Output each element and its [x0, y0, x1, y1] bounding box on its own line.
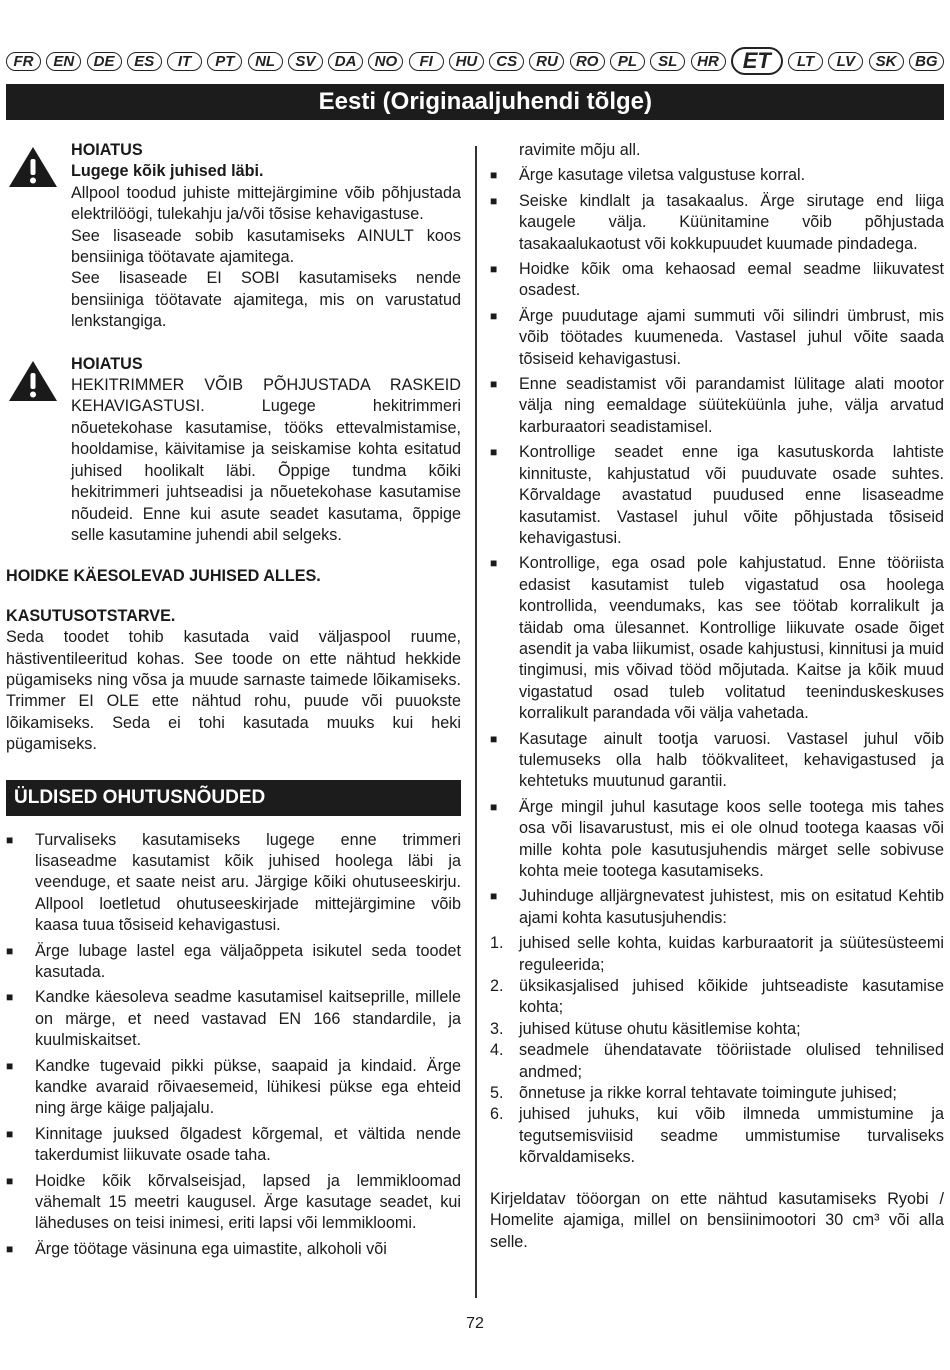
closing-paragraph: Kirjeldatav tööorgan on ette nähtud kasutamiseks Ryobi / Homelite ajamiga, millel on bensiinimootori 30 cm³ või alla selle.: [490, 1189, 944, 1251]
keep-instructions-notice: HOIDKE KÄESOLEVAD JUHISED ALLES.: [6, 567, 321, 586]
language-tab-fi[interactable]: FI: [409, 52, 444, 71]
language-tab-sk[interactable]: SK: [869, 52, 904, 71]
numbered-item: [490, 1019, 944, 1040]
section-heading-bar: [6, 780, 461, 816]
language-tab-nl[interactable]: NL: [248, 52, 283, 71]
list-item: ■ Kandke käesoleva seadme kasutamisel kaitseprille, millele on märge, et need vastavad EN 166 standardile, ja kuulmiskaitset.: [6, 987, 461, 1051]
item-number: 2.: [490, 977, 504, 996]
item-text: õnnetuse ja rikke korral tehtavate toimingute juhised;: [519, 1084, 897, 1103]
numbered-item: [490, 976, 944, 1019]
language-tab-pt[interactable]: PT: [207, 52, 242, 71]
section-heading: ÜLDISED OHUTUSNÕUDED: [14, 786, 266, 808]
intended-use-title: KASUTUSOTSTARVE.: [6, 606, 176, 625]
language-tab-cs[interactable]: CS: [489, 52, 524, 71]
item-number: 3.: [490, 1019, 504, 1038]
language-tab-fr[interactable]: FR: [6, 52, 41, 71]
language-tab-pl[interactable]: PL: [610, 52, 645, 71]
list-item: ■ Ärge kasutage viletsa valgustuse korral.: [490, 165, 944, 186]
language-tab-en[interactable]: EN: [46, 52, 81, 71]
language-tab-de[interactable]: DE: [87, 52, 122, 71]
language-tab-ru[interactable]: RU: [529, 52, 564, 71]
warning-block-1: [6, 140, 461, 333]
list-item: ■ Kontrollige seadet enne iga kasutuskorda lahtiste kinnituste, kahjustatud või puuduvate osade suhtes. Kõrvaldage avastatud puudused enne lisaseadme kasutamist. Vastasel juhul võite põhjustada tõsiseid kehavigastusi.: [490, 442, 944, 549]
numbered-list: [490, 933, 944, 1168]
warning-paragraph: See lisaseade EI SOBI kasutamiseks nende bensiiniga töötavate ajamitega, mis on varustatud lenkstangiga.: [71, 269, 461, 331]
item-number: 4.: [490, 1041, 504, 1060]
language-tab-bg[interactable]: BG: [909, 52, 944, 71]
page-title-bar: [6, 84, 944, 120]
page-title: Eesti (Originaaljuhendi tõlge): [318, 88, 652, 115]
language-tab-hu[interactable]: HU: [449, 52, 484, 71]
warning-subtitle: Lugege kõik juhised läbi.: [71, 162, 264, 181]
item-text: juhised juhuks, kui võib ilmneda ummistumine ja tegutsemisviisid seadme ummistumise turvaliseks kõrvaldamiseks.: [519, 1105, 944, 1167]
left-column: [6, 140, 461, 1264]
safety-list-left: [6, 830, 461, 1261]
numbered-item: [490, 933, 944, 976]
language-bar: [6, 47, 944, 75]
item-text: juhised kütuse ohutu käsitlemise kohta;: [519, 1019, 801, 1038]
list-item: ■ Ärge puudutage ajami summuti või silindri ümbrust, mis võib töötades kuumeneda. Vastasel juhul võite saada tõsiseid kehavigastusi.: [490, 306, 944, 370]
list-item: ■ Kasutage ainult tootja varuosi. Vastasel juhul võib tulemuseks olla halb töökvaliteet, kehavigastused ja kehtetuks muutunud garantii.: [490, 729, 944, 793]
list-item: ■ Ärge mingil juhul kasutage koos selle tootega mis tahes osa või lisavarustust, mis ei ole olnud tootega kaasas või mille kohta pole kasutusjuhendis märget selle sobivuse kohta meie tootega kasutamiseks.: [490, 797, 944, 883]
list-item: ■ Seiske kindlalt ja tasakaalus. Ärge sirutage end liiga kaugele välja. Küünitamine võib põhjustada tasakaalukaotust või kokkupuudet kuumade pindadega.: [490, 191, 944, 255]
safety-list-right: [490, 165, 944, 929]
list-item: ■ Kandke tugevaid pikki pükse, saapaid ja kindaid. Ärge kandke avaraid rõivaesemeid, lühikesi pükse ega ehteid ning ärge käige paljajalu.: [6, 1056, 461, 1120]
item-number: 6.: [490, 1105, 504, 1124]
language-tab-no[interactable]: NO: [368, 52, 403, 71]
item-text: üksikasjalised juhised kõikide juhtseadiste kasutamise kohta;: [519, 977, 944, 1017]
language-tab-sv[interactable]: SV: [288, 52, 323, 71]
warning-triangle-icon: [8, 360, 58, 402]
list-item: ■ Turvaliseks kasutamiseks lugege enne trimmeri lisaseadme kasutamist kõik juhised hoolega läbi ja veenduge, et saate neist aru. Järgige kõiki ohutuseeskirju. Allpool loetletud ohutuseeskirjade mittejärgimine võib kaasa tuua tõsiseid kehavigastusi.: [6, 830, 461, 937]
list-item: ■ Juhinduge alljärgnevatest juhistest, mis on esitatud Kehtib ajami kohta kasutusjuhendis:: [490, 886, 944, 929]
intended-use-text: Seda toodet tohib kasutada vaid väljaspool ruume, hästiventileeritud kohas. See toode on ette nähtud hekkide pügamiseks ning võsa ja muude sarnaste taimede lõikamiseks. Trimmer EI OLE ette nähtud rohu, puude või puuokste lõikamiseks. Seda ei tohi kasutada muuks kui heki pügamiseks.: [6, 628, 461, 754]
warning-triangle-icon: [8, 146, 58, 188]
page-number: 72: [466, 1315, 484, 1332]
language-tab-sl[interactable]: SL: [650, 52, 685, 71]
column-divider: [475, 146, 477, 1298]
language-tab-et[interactable]: ET: [731, 47, 783, 75]
list-item: ■ Ärge lubage lastel ega väljaõppeta isikutel seda toodet kasutada.: [6, 941, 461, 984]
item-number: 1.: [490, 934, 504, 953]
language-tab-hr[interactable]: HR: [691, 52, 726, 71]
warning-paragraph: Allpool toodud juhiste mittejärgimine võib põhjustada elektrilöögi, tulekahju ja/või tõsise kehavigastuse.: [71, 183, 461, 224]
warning-title: HOIATUS: [71, 354, 143, 373]
list-item: ■ Hoidke kõik kõrvalseisjad, lapsed ja lemmikloomad vähemalt 15 meetri kaugusel. Ärge kasutage seadet, kui läheduses on teisi inimesi, eriti lapsi või lemmikloomi.: [6, 1171, 461, 1235]
list-item-continuation: ravimite mõju all.: [519, 141, 641, 159]
language-tab-ro[interactable]: RO: [570, 52, 605, 71]
warning-title: HOIATUS: [71, 141, 143, 159]
warning-block-2: [6, 354, 461, 547]
warning-text: HEKITRIMMER VÕIB PÕHJUSTADA RASKEID KEHAVIGASTUSI. Lugege hekitrimmeri nõuetekohase kasutamise, tööks ettevalmistamise, hooldamise, käivitamise ja seiskamise kohta esitatud juhised hoolikalt läbi. Õppige tundma kõiki hekitrimmeri juhtseadisi ja nõuetekohase kasutamise nõudeid. Enne kui asute seadet kasutama, õppige selle kasutamine juhendi abil selgeks.: [71, 376, 461, 544]
item-text: seadmele ühendatavate tööriistade olulised tehnilised andmed;: [519, 1041, 944, 1081]
language-tab-lt[interactable]: LT: [788, 52, 823, 71]
item-number: 5.: [490, 1084, 504, 1103]
numbered-item: [490, 1104, 944, 1168]
warning-paragraph: See lisaseade sobib kasutamiseks AINULT koos bensiiniga töötavate ajamitega.: [71, 226, 461, 267]
list-item: ■ Hoidke kõik oma kehaosad eemal seadme liikuvatest osadest.: [490, 259, 944, 302]
numbered-item: [490, 1083, 944, 1104]
list-item: ■ Kinnitage juuksed õlgadest kõrgemal, et vältida nende takerdumist liikuvate osade taha.: [6, 1124, 461, 1167]
list-item: ■ Kontrollige, ega osad pole kahjustatud. Enne tööriista edasist kasutamist tuleb vigastatud osa hoolega kontrollida, veendumaks, kas see töötab korralikult ja täidab oma ülesannet. Kontrollige liikuvate osade õiget asendit ja vaba liikumist, osade kahjustusi, kinnitusi ja muid tingimusi, mis võivad tööd mõjutada. Kaitse ja kõik muud vigastatud osad tuleb volitatud teeninduskeskuses korralikult parandada või välja vahetada.: [490, 553, 944, 724]
language-tab-da[interactable]: DA: [328, 52, 363, 71]
list-item: ■ Enne seadistamist või parandamist lülitage alati mootor välja ning eemaldage süüteküünla juhe, välja arvatud karburaatori seadistamisel.: [490, 374, 944, 438]
language-tab-it[interactable]: IT: [167, 52, 202, 71]
language-tab-es[interactable]: ES: [127, 52, 162, 71]
list-item: ■ Ärge töötage väsinuna ega uimastite, alkoholi või: [6, 1239, 461, 1260]
numbered-item: [490, 1040, 944, 1083]
right-column: [490, 140, 944, 1253]
item-text: juhised selle kohta, kuidas karburaatorit ja süütesüsteemi reguleerida;: [519, 934, 944, 974]
language-tab-lv[interactable]: LV: [828, 52, 863, 71]
